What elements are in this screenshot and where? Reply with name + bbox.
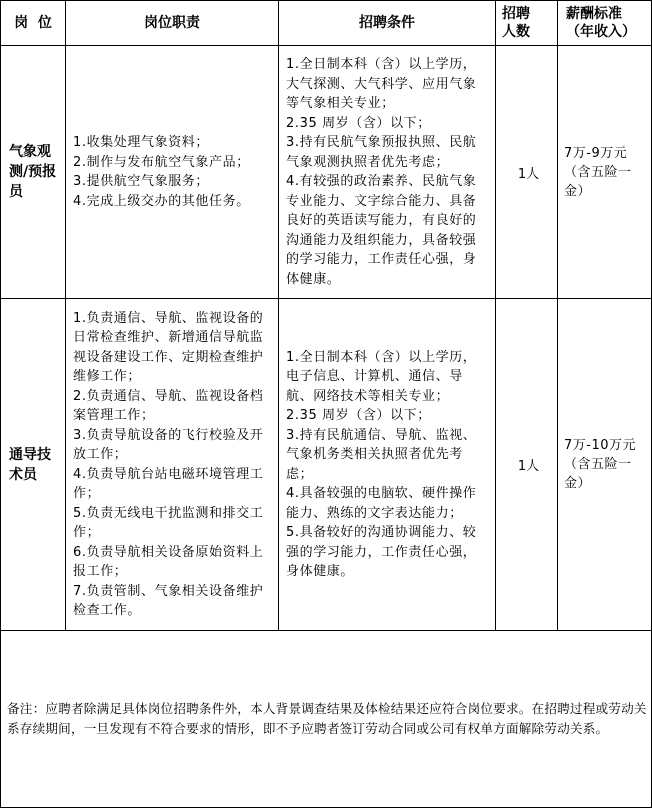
table-row [1,46,652,299]
duty-item: 5.负责无线电干扰监测和排交工作； [73,505,264,540]
requirement-item: 4.具备较强的电脑软、硬件操作能力、熟练的文字表达能力； [286,486,477,521]
header-duties: 岗位职责 [66,1,279,46]
header-requirements: 招聘条件 [279,1,496,46]
salary: 7万-9万元（含五险一金） [558,46,652,299]
header-salary-line2: （年收入） [566,24,636,40]
duty-item: 6.负责导航相关设备原始资料上报工作； [73,544,264,579]
duty-item: 3.负责导航设备的飞行校验及开放工作； [73,427,264,462]
requirement-item: 3.持有民航气象预报执照、民航气象观测执照者优先考虑； [286,135,477,170]
headcount: 1人 [496,299,558,631]
duties-cell [66,299,279,631]
header-headcount [496,1,558,46]
headcount: 1人 [496,46,558,299]
requirement-item: 4.有较强的政治素养、民航气象专业能力、文字综合能力、具备良好的英语读写能力，有良好的沟通能力及组织能力，具备较强的学习能力，工作责任心强，身体健康。 [286,174,477,287]
header-salary [558,1,652,46]
duties-cell [66,46,279,299]
duty-item: 7.负责管制、气象相关设备维护检查工作。 [73,583,264,618]
header-salary-line1: 薪酬标准 [566,6,622,22]
table-header-row [1,1,652,46]
header-position: 岗 位 [1,1,66,46]
duty-item: 4.完成上级交办的其他任务。 [73,193,250,209]
duty-item: 2.制作与发布航空气象产品； [73,154,250,170]
duty-item: 3.提供航空气象服务； [73,174,210,189]
header-headcount-line2: 人数 [502,24,530,40]
requirements-cell [279,299,496,631]
salary: 7万-10万元（含五险一金） [558,299,652,631]
duty-item: 4.负责导航台站电磁环境管理工作； [73,466,264,501]
note-row [1,631,652,808]
table-row [1,299,652,631]
header-headcount-line1: 招聘 [502,6,530,22]
position-name: 气象观测/预报员 [1,46,66,299]
requirement-item: 5.具备较好的沟通协调能力、较强的学习能力，工作责任心强，身体健康。 [286,525,477,579]
requirement-item: 1.全日制本科（含）以上学历，大气探测、大气科学、应用气象等气象相关专业； [286,57,477,111]
duty-item: 2.负责通信、导航、监视设备档案管理工作； [73,388,264,423]
requirement-item: 3.持有民航通信、导航、监视、气象机务类相关执照者优先考虑； [286,427,477,482]
requirement-item: 1.全日制本科（含）以上学历，电子信息、计算机、通信、导航、网络技术等相关专业； [286,349,477,404]
duty-item: 1.收集处理气象资料； [73,135,210,150]
requirement-item: 2.35 周岁（含）以下； [286,115,431,131]
duty-item: 1.负责通信、导航、监视设备的日常检查维护、新增通信导航监视设备建设工作、定期检查维护维修工作； [73,310,264,384]
requirements-cell [279,46,496,299]
position-name: 通导技术员 [1,299,66,631]
requirement-item: 2.35 周岁（含）以下； [286,408,431,423]
remarks-note: 备注：应聘者除满足具体岗位招聘条件外，本人背景调查结果及体检结果还应符合岗位要求。在招聘过程或劳动关系存续期间，一旦发现有不符合要求的情形，即不予应聘者签订劳动合同或公司有权单方面解除劳动关系。 [1,631,652,808]
